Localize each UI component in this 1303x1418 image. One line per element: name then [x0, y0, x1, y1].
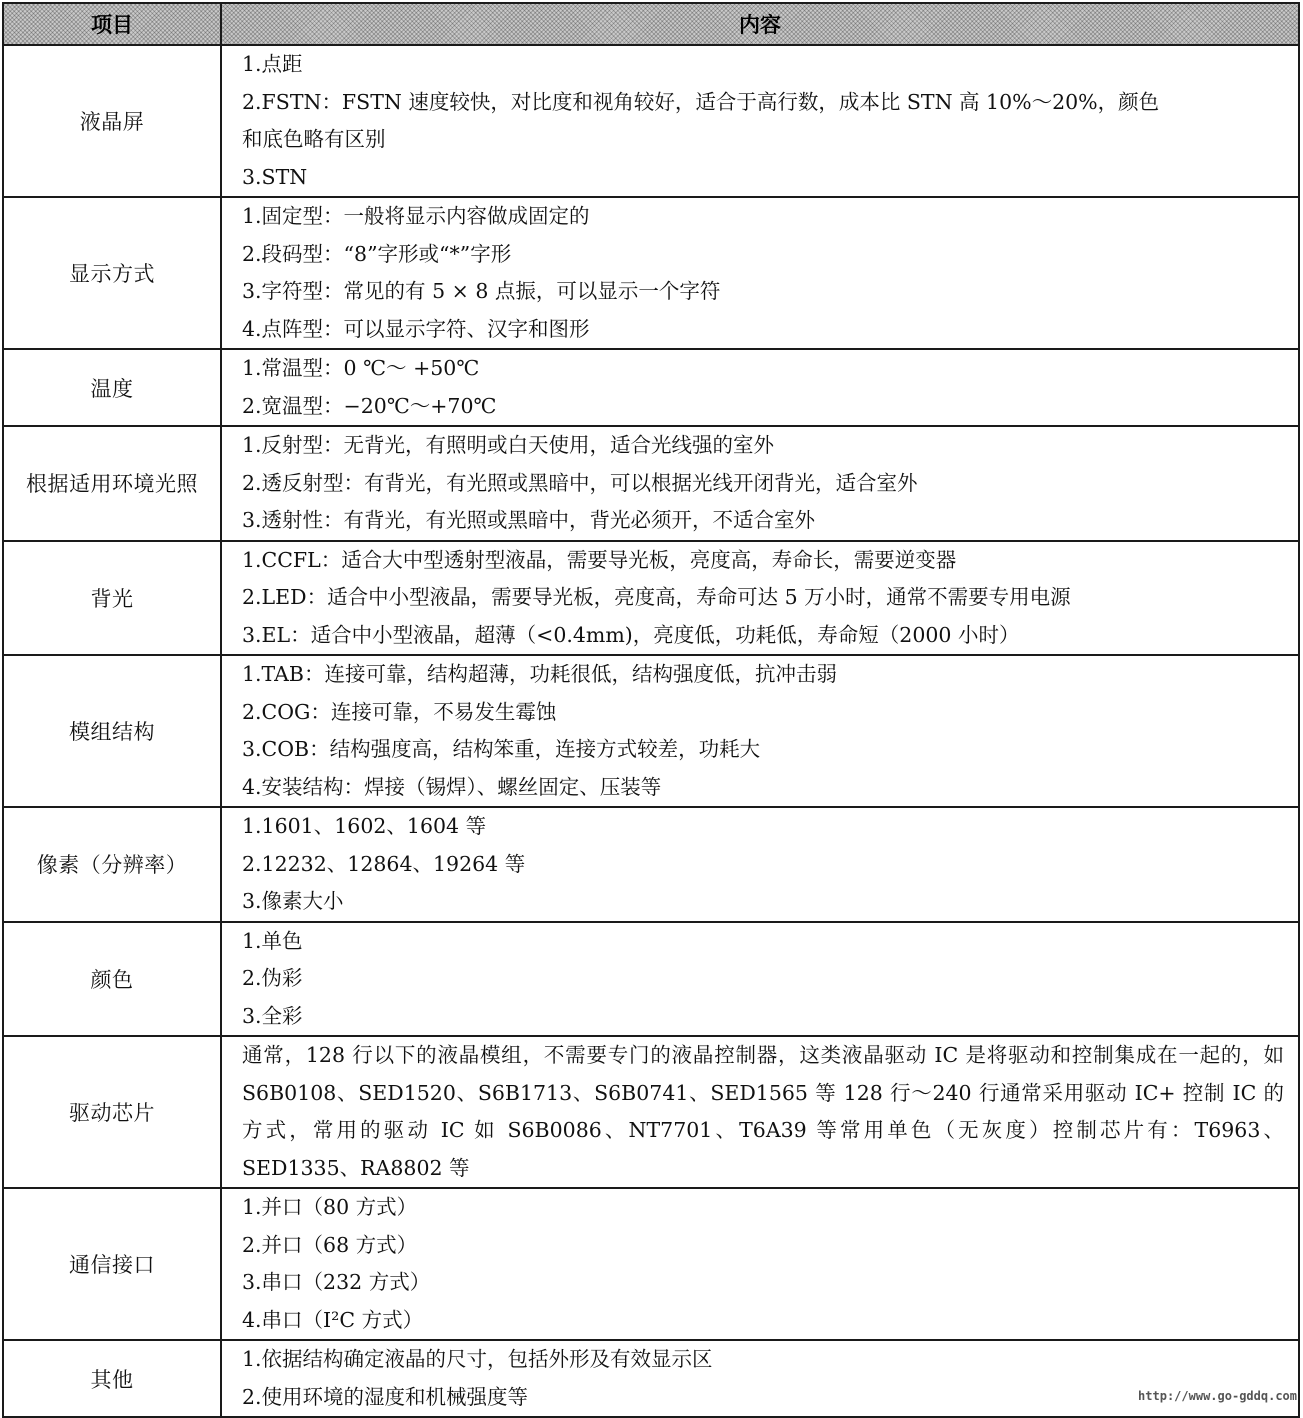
header-row — [3, 3, 1299, 45]
table-row — [3, 541, 1299, 656]
table-row — [3, 1340, 1299, 1417]
content-line: 4.串口（I²C 方式） — [242, 1307, 424, 1332]
table-row — [3, 426, 1299, 541]
content-line: 1.常温型：0 ℃～ +50℃ — [242, 356, 480, 380]
row-item-name: 模组结构 — [3, 655, 221, 807]
row-content — [221, 807, 1299, 922]
row-item-name: 背光 — [3, 541, 221, 656]
row-item-name: 颜色 — [3, 922, 221, 1037]
content-line: 2.COG：连接可靠，不易发生霉蚀 — [242, 699, 557, 724]
content-line: 1.TAB：连接可靠，结构超薄，功耗很低，结构强度低，抗冲击弱 — [242, 662, 837, 686]
content-line: 2.宽温型：−20℃～+70℃ — [242, 393, 497, 418]
table-body — [3, 45, 1299, 1417]
row-content — [221, 1340, 1299, 1417]
table-row — [3, 1188, 1299, 1340]
content-line: 1.依据结构确定液晶的尺寸，包括外形及有效显示区 — [242, 1347, 713, 1371]
table-row — [3, 45, 1299, 197]
content-line: 1.1601、1602、1604 等 — [242, 814, 487, 838]
content-line: 1.CCFL：适合大中型透射型液晶，需要导光板，亮度高，寿命长，需要逆变器 — [242, 547, 957, 572]
content-line: 2.LED：适合中小型液晶，需要导光板，亮度高，寿命可达 5 万小时，通常不需要专用电源 — [242, 585, 1071, 609]
header-content: 内容 — [221, 3, 1299, 45]
row-item-name: 通信接口 — [3, 1188, 221, 1340]
content-line: 2.段码型：“8”字形或“*”字形 — [242, 241, 512, 266]
table-row — [3, 807, 1299, 922]
row-content — [221, 426, 1299, 541]
content-line: 2.使用环境的湿度和机械强度等 — [242, 1384, 529, 1409]
row-content — [221, 1036, 1299, 1188]
content-line: 3.字符型：常见的有 5 × 8 点振，可以显示一个字符 — [242, 279, 721, 303]
row-item-name: 驱动芯片 — [3, 1036, 221, 1188]
content-line: 2.FSTN：FSTN 速度较快，对比度和视角较好，适合于高行数，成本比 STN 高 10%～20%，颜色 — [242, 89, 1160, 114]
content-line: 3.透射性：有背光，有光照或黑暗中，背光必须开，不适合室外 — [242, 508, 816, 532]
row-content — [221, 197, 1299, 349]
row-item-name: 其他 — [3, 1340, 221, 1417]
row-content — [221, 1188, 1299, 1340]
content-line: 1.单色 — [242, 928, 303, 953]
row-item-name: 显示方式 — [3, 197, 221, 349]
row-item-name: 根据适用环境光照 — [3, 426, 221, 541]
row-item-name: 像素（分辨率） — [3, 807, 221, 922]
content-line: 1.点距 — [242, 52, 303, 76]
table-row — [3, 1036, 1299, 1188]
content-line: 2.透反射型：有背光，有光照或黑暗中，可以根据光线开闭背光，适合室外 — [242, 470, 918, 495]
spec-table — [2, 2, 1300, 1418]
row-content — [221, 922, 1299, 1037]
row-content — [221, 541, 1299, 656]
row-content — [221, 655, 1299, 807]
table-row — [3, 655, 1299, 807]
content-line: 2.12232、12864、19264 等 — [242, 851, 526, 876]
row-item-name: 液晶屏 — [3, 45, 221, 197]
content-line: 4.点阵型：可以显示字符、汉字和图形 — [242, 316, 590, 341]
content-line: 2.并口（68 方式） — [242, 1232, 418, 1257]
content-paragraph: 通常，128 行以下的液晶模组，不需要专门的液晶控制器，这类液晶驱动 IC 是将驱动和控制集成在一起的，如 S6B0108、SED1520、S6B1713、S6B0741、SED1565 等 128 行～240 行通常采用驱动 IC+ 控制 IC 的方式，常用的驱动 IC 如 S6B0086、NT7701、T6A39 等常用单色（无灰度）控制芯片有：T6963、SED1335、RA8802 等 — [242, 1043, 1284, 1180]
table-header — [3, 3, 1299, 45]
content-line: 1.固定型：一般将显示内容做成固定的 — [242, 204, 590, 228]
content-line: 3.STN — [242, 164, 308, 189]
content-line: 3.EL：适合中小型液晶，超薄（<0.4mm)，亮度低，功耗低，寿命短（2000 小时） — [242, 622, 1020, 647]
watermark-url: http://www.go-gddq.com — [1138, 1389, 1297, 1403]
content-line: 4.安装结构：焊接（锡焊）、螺丝固定、压装等 — [242, 774, 662, 799]
table-row — [3, 922, 1299, 1037]
content-line: 1.并口（80 方式） — [242, 1195, 418, 1219]
content-line: 3.像素大小 — [242, 889, 344, 913]
row-content — [221, 45, 1299, 197]
table-row — [3, 349, 1299, 426]
content-line: 和底色略有区别 — [242, 127, 386, 151]
row-item-name: 温度 — [3, 349, 221, 426]
content-line: 2.伪彩 — [242, 966, 303, 990]
content-line: 3.串口（232 方式） — [242, 1270, 431, 1294]
table-row — [3, 197, 1299, 349]
header-item: 项目 — [3, 3, 221, 45]
content-line: 3.全彩 — [242, 1003, 303, 1028]
content-line: 3.COB：结构强度高，结构笨重，连接方式较差，功耗大 — [242, 737, 761, 761]
row-content — [221, 349, 1299, 426]
content-line: 1.反射型：无背光，有照明或白天使用，适合光线强的室外 — [242, 433, 775, 457]
